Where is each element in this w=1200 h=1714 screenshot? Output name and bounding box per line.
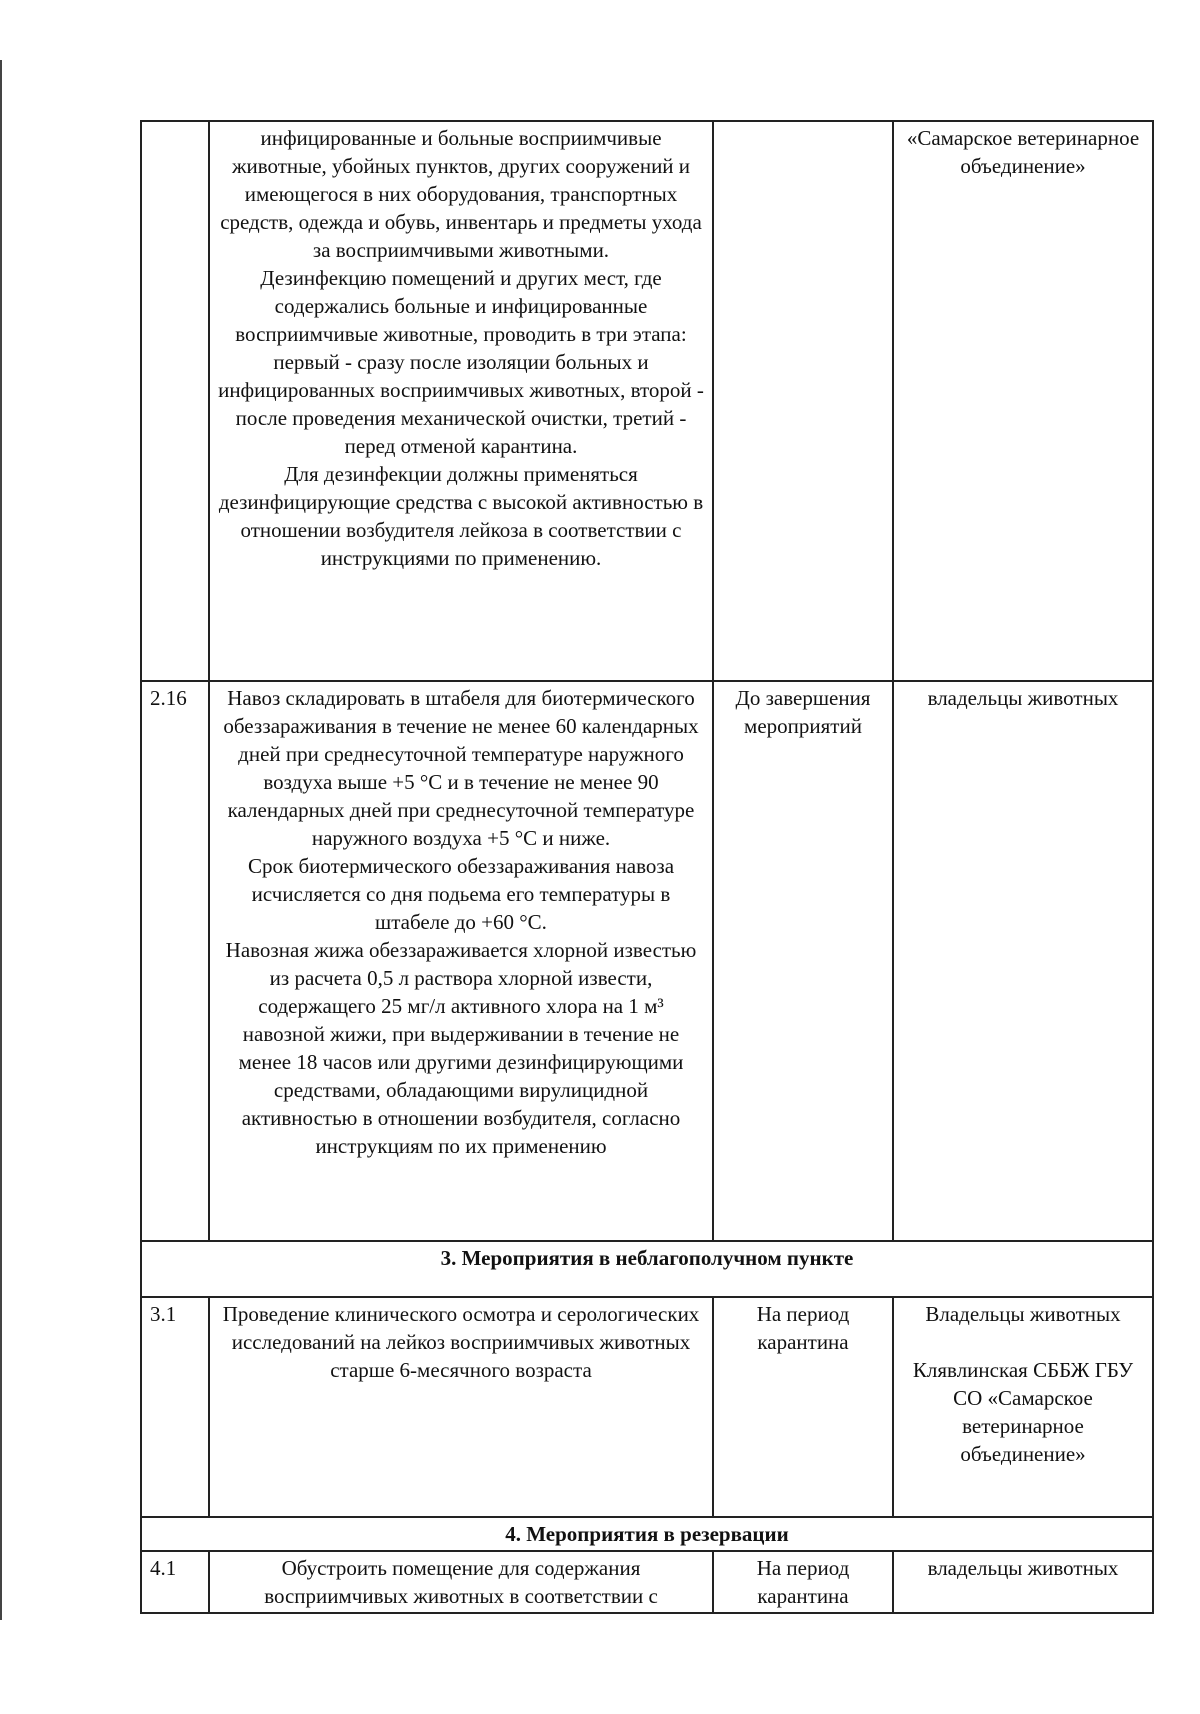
blank-line	[900, 1328, 1146, 1356]
table-row	[141, 121, 1153, 681]
responsible-line: Клявлинская СББЖ ГБУ СО «Самарское ветеринарное объединение»	[912, 1358, 1134, 1466]
section-header-row	[141, 1241, 1153, 1297]
term-cell	[713, 121, 893, 681]
measure-paragraph: Для дезинфекции должны применяться дезинфицирующие средства с высокой активностью в отношении возбудителя лейкоза в соответствии с инструкциями по применению.	[218, 462, 704, 570]
term-cell: На период карантина	[713, 1551, 893, 1613]
measure-cell	[209, 681, 713, 1241]
table-row	[141, 681, 1153, 1241]
measures-table	[140, 120, 1154, 1614]
section-title: 3. Мероприятия в неблагополучном пункте	[141, 1241, 1153, 1297]
responsible-cell	[893, 1297, 1153, 1517]
measure-cell: Проведение клинического осмотра и серологических исследований на лейкоз восприимчивых животных старше 6-месячного возраста	[209, 1297, 713, 1517]
term-cell: На период карантина	[713, 1297, 893, 1517]
measure-paragraph: Навоз складировать в штабеля для биотермического обеззараживания в течение не менее 60 календарных дней при среднесуточной температуре наружного воздуха выше +5 °С и в течение не менее 90 календарных дней при среднесуточной температуре наружного воздуха +5 °С и ниже.	[223, 686, 699, 850]
measure-paragraph: Дезинфекцию помещений и других мест, где содержались больные и инфицированные восприимчивые животные, проводить в три этапа: первый - сразу после изоляции больных и инфицированных восприимчивых животных, второй - после проведения механической очистки, третий - перед отменой карантина.	[218, 266, 704, 458]
responsible-line: Владельцы животных	[925, 1302, 1121, 1326]
page-left-edge-line	[0, 60, 2, 1620]
measure-paragraph: Срок биотермического обеззараживания навоза исчисляется со дня подьема его температуры в штабеле до +60 °С.	[247, 854, 675, 934]
row-number: 2.16	[141, 681, 209, 1241]
measure-cell	[209, 121, 713, 681]
responsible-cell: «Самарское ветеринарное объединение»	[893, 121, 1153, 681]
measure-paragraph: Навозная жижа обеззараживается хлорной известью из расчета 0,5 л раствора хлорной извести, содержащего 25 мг/л активного хлора на 1 м³ навозной жижи, при выдерживании в течение не менее 18 часов или другими дезинфицирующими средствами, обладающими вирулицидной активностью в отношении возбудителя, согласно инструкциям по их применению	[225, 938, 697, 1158]
row-number	[141, 121, 209, 681]
table-row	[141, 1551, 1153, 1613]
section-header-row	[141, 1517, 1153, 1551]
table-row	[141, 1297, 1153, 1517]
section-title: 4. Мероприятия в резервации	[141, 1517, 1153, 1551]
measure-paragraph: инфицированные и больные восприимчивые животные, убойных пунктов, других сооружений и имеющегося в них оборудования, транспортных средств, одежда и обувь, инвентарь и предметы ухода за восприимчивыми животными.	[220, 126, 702, 262]
row-number: 4.1	[141, 1551, 209, 1613]
responsible-cell: владельцы животных	[893, 681, 1153, 1241]
responsible-cell: владельцы животных	[893, 1551, 1153, 1613]
term-cell: До завершения мероприятий	[713, 681, 893, 1241]
row-number: 3.1	[141, 1297, 209, 1517]
measure-cell: Обустроить помещение для содержания восприимчивых животных в соответствии с	[209, 1551, 713, 1613]
